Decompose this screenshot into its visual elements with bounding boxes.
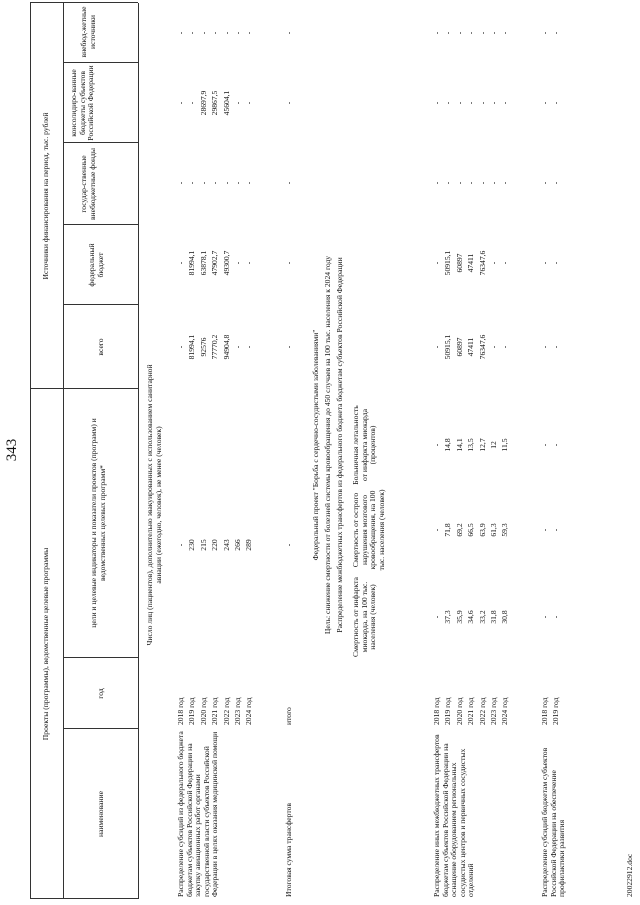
row-consolidated: 29867,5 bbox=[210, 90, 220, 116]
row-extrabudget: - bbox=[540, 31, 549, 35]
row-mi-mortality: 34,6 bbox=[466, 610, 476, 624]
row-consolidated: - bbox=[233, 101, 242, 105]
total-row-total: - bbox=[284, 345, 293, 349]
row-mi-mortality: 31,8 bbox=[489, 610, 498, 624]
section2-name: Распределение иных межбюджетных трансфертов бюджетам субъектов Российской Федерации на оснащение оборудованием региональных сосудистых центров и первичных сосудистых отделений bbox=[432, 734, 476, 897]
row-mi-mortality: - bbox=[551, 615, 561, 619]
row-year: 2023 год bbox=[233, 697, 242, 725]
row-consolidated: - bbox=[454, 101, 464, 105]
row-total: - bbox=[540, 345, 549, 349]
row-consolidated: - bbox=[187, 101, 197, 105]
header-consolidated: консолидиро-ванные бюджеты субъектов Российской Федерации bbox=[69, 65, 96, 141]
row-indicator: 266 bbox=[233, 539, 242, 551]
row-federal: - bbox=[244, 261, 254, 265]
row-state-funds: - bbox=[198, 181, 208, 185]
row-total: 60897 bbox=[454, 337, 464, 357]
indicator-col-hospital-lethality: Больничная летальность от инфаркта миокарда (процентов) bbox=[351, 405, 378, 485]
total-row-indicator: - bbox=[284, 543, 293, 547]
row-consolidated: - bbox=[477, 101, 487, 105]
row-total: - bbox=[233, 345, 242, 349]
row-year: 2019 год bbox=[187, 697, 197, 725]
col-divider-consolidated-extra bbox=[63, 62, 138, 63]
row-mi-mortality: - bbox=[432, 615, 441, 619]
row-hospital-lethality: 14,1 bbox=[454, 438, 464, 452]
row-total: 50915,1 bbox=[443, 334, 453, 360]
row-total: 47411 bbox=[466, 337, 476, 357]
row-extrabudget: - bbox=[500, 31, 510, 35]
row-extrabudget: - bbox=[187, 31, 197, 35]
header-bottom-border bbox=[138, 3, 139, 899]
row-hospital-lethality: 12,7 bbox=[477, 438, 487, 452]
row-extrabudget: - bbox=[244, 31, 254, 35]
row-federal: - bbox=[233, 261, 242, 265]
row-extrabudget: - bbox=[443, 31, 453, 35]
row-total: 76347,6 bbox=[477, 334, 487, 360]
footer-filename: 20022912.doc bbox=[625, 853, 634, 897]
row-consolidated: - bbox=[500, 101, 510, 105]
row-consolidated: - bbox=[489, 101, 498, 105]
row-mi-mortality: 33,2 bbox=[477, 610, 487, 624]
total-row-state: - bbox=[284, 181, 293, 185]
row-total: - bbox=[176, 345, 185, 349]
row-total: - bbox=[500, 345, 510, 349]
federal-project-goal: Цель: снижение смертности от болезней системы кровообращения до 450 случаев на 100 тыс. населения к 2024 году bbox=[323, 255, 332, 635]
row-hospital-lethality: - bbox=[551, 443, 561, 447]
row-federal: - bbox=[500, 261, 510, 265]
row-consolidated: 45604,1 bbox=[221, 90, 231, 116]
row-year: 2020 год bbox=[454, 697, 464, 725]
row-indicator: 215 bbox=[198, 539, 208, 551]
row-state-funds: - bbox=[443, 181, 453, 185]
total-row-extra: - bbox=[284, 31, 293, 35]
page-number: 343 bbox=[4, 438, 20, 462]
row-federal: 47411 bbox=[466, 253, 476, 273]
row-consolidated: - bbox=[176, 101, 185, 105]
row-consolidated: - bbox=[432, 101, 441, 105]
row-state-funds: - bbox=[244, 181, 254, 185]
row-state-funds: - bbox=[477, 181, 487, 185]
header-sub-border-right bbox=[63, 3, 64, 389]
row-year: 2023 год bbox=[489, 697, 498, 725]
row-mi-mortality: 35,9 bbox=[454, 610, 464, 624]
row-stroke-mortality: 66,5 bbox=[466, 523, 476, 537]
row-hospital-lethality: 11,5 bbox=[500, 438, 510, 452]
row-federal: - bbox=[176, 261, 185, 265]
row-federal: 60897 bbox=[454, 253, 464, 273]
row-state-funds: - bbox=[466, 181, 476, 185]
row-hospital-lethality: - bbox=[540, 443, 549, 447]
total-row-consolidated: - bbox=[284, 101, 293, 105]
row-extrabudget: - bbox=[477, 31, 487, 35]
row-extrabudget: - bbox=[432, 31, 441, 35]
row-year: 2019 год bbox=[551, 697, 561, 725]
row-federal: - bbox=[540, 261, 549, 265]
row-year: 2022 год bbox=[477, 697, 487, 725]
row-stroke-mortality: 71,8 bbox=[443, 523, 453, 537]
row-consolidated: - bbox=[244, 101, 254, 105]
row-federal: 47902,7 bbox=[210, 250, 220, 276]
row-total: - bbox=[551, 345, 561, 349]
row-federal: 81994,1 bbox=[187, 250, 197, 276]
row-stroke-mortality: 69,2 bbox=[454, 523, 464, 537]
header-federal: федеральный бюджет bbox=[87, 243, 105, 287]
row-stroke-mortality: - bbox=[432, 528, 441, 532]
header-state-funds: государ-ственные внебюджетные фонды bbox=[79, 147, 97, 221]
header-goals: цели и целевые индикаторы и показатели проектов (программ) и ведомственных целевых программ* bbox=[89, 418, 107, 628]
row-state-funds: - bbox=[233, 181, 242, 185]
row-year: 2021 год bbox=[466, 697, 476, 725]
section3-name: Распределение субсидий бюджетам субъектов Российской Федерации на обеспечение профилактики развития bbox=[540, 747, 567, 897]
row-federal: - bbox=[432, 261, 441, 265]
federal-project-title: Федеральный проект "Борьба с сердечно-сосудистыми заболеваниями" bbox=[311, 329, 320, 561]
row-year: 2019 год bbox=[443, 697, 453, 725]
row-stroke-mortality: - bbox=[540, 528, 549, 532]
row-indicator: 230 bbox=[187, 539, 197, 551]
header-extrabudget: внебюд-жетные источники bbox=[79, 6, 97, 58]
row-state-funds: - bbox=[500, 181, 510, 185]
row-federal: 50915,1 bbox=[443, 250, 453, 276]
row-state-funds: - bbox=[221, 181, 231, 185]
col-divider-state-consolidated bbox=[63, 142, 138, 143]
row-state-funds: - bbox=[540, 181, 549, 185]
indicator-col-mi-mortality: Смертность от инфаркта миокарда, на 100 тыс. населения (человек) bbox=[351, 577, 378, 657]
row-total: - bbox=[244, 345, 254, 349]
row-extrabudget: - bbox=[210, 31, 220, 35]
row-extrabudget: - bbox=[198, 31, 208, 35]
row-extrabudget: - bbox=[489, 31, 498, 35]
row-federal: - bbox=[551, 261, 561, 265]
col-divider-federal-state bbox=[63, 224, 138, 225]
row-extrabudget: - bbox=[221, 31, 231, 35]
total-row-federal: - bbox=[284, 261, 293, 265]
distribution-heading: Распределение межбюджетных трансфертов из федерального бюджета бюджетам субъектов Российской Федерации bbox=[335, 257, 344, 633]
row-consolidated: 28697,9 bbox=[198, 90, 208, 116]
row-total: - bbox=[432, 345, 441, 349]
header-year: год bbox=[96, 688, 105, 699]
row-stroke-mortality: - bbox=[551, 528, 561, 532]
row-state-funds: - bbox=[489, 181, 498, 185]
row-federal: 76347,6 bbox=[477, 250, 487, 276]
row-year: 2018 год bbox=[432, 697, 441, 725]
row-total: 81994,1 bbox=[187, 334, 197, 360]
row-year: 2020 год bbox=[198, 697, 208, 725]
row-year: 2024 год bbox=[244, 697, 254, 725]
row-federal: - bbox=[489, 261, 498, 265]
section1-name: Распределение субсидий из федерального бюджета бюджетам субъектов Российской Федерации на закупку авиационных работ органами государственной власти субъектов Российской Федерации в целях оказания медицинской помощи bbox=[176, 731, 220, 897]
row-indicator: 220 bbox=[210, 539, 220, 551]
table-top-border bbox=[30, 3, 31, 899]
row-extrabudget: - bbox=[454, 31, 464, 35]
row-hospital-lethality: - bbox=[432, 443, 441, 447]
row-indicator: - bbox=[176, 543, 185, 547]
row-consolidated: - bbox=[551, 101, 561, 105]
row-total: - bbox=[489, 345, 498, 349]
row-year: 2021 год bbox=[210, 697, 220, 725]
row-indicator: 243 bbox=[221, 539, 231, 551]
row-total: 92576 bbox=[198, 337, 208, 357]
row-extrabudget: - bbox=[551, 31, 561, 35]
row-mi-mortality: - bbox=[540, 615, 549, 619]
row-year: 2024 год bbox=[500, 697, 510, 725]
row-state-funds: - bbox=[210, 181, 220, 185]
total-row-name: Итоговая сумма трансфертов bbox=[284, 803, 293, 897]
row-year: 2018 год bbox=[176, 697, 185, 725]
indicator-heading-evacuation: Число лиц (пациентов), дополнительно эвакуированных с использованием санитарной авиации (ежегодно, человек), не менее (человек) bbox=[145, 364, 163, 646]
row-total: 77770,2 bbox=[210, 334, 220, 360]
row-year: 2018 год bbox=[540, 697, 549, 725]
row-stroke-mortality: 63,9 bbox=[477, 523, 487, 537]
header-sub-border-left bbox=[63, 389, 64, 899]
row-consolidated: - bbox=[443, 101, 453, 105]
header-total: всего bbox=[96, 338, 105, 356]
row-federal: 63878,1 bbox=[198, 250, 208, 276]
row-extrabudget: - bbox=[466, 31, 476, 35]
total-row-year: итого bbox=[284, 707, 293, 725]
row-state-funds: - bbox=[187, 181, 197, 185]
row-extrabudget: - bbox=[233, 31, 242, 35]
row-indicator: 289 bbox=[244, 539, 254, 551]
indicator-col-stroke-mortality: Смертность от острого нарушения мозгового кровообращения, на 100 тыс. населения (человек) bbox=[351, 489, 386, 571]
header-name: наименование bbox=[96, 791, 105, 837]
row-mi-mortality: 30,8 bbox=[500, 610, 510, 624]
row-year: 2022 год bbox=[221, 697, 231, 725]
row-state-funds: - bbox=[176, 181, 185, 185]
row-state-funds: - bbox=[454, 181, 464, 185]
row-hospital-lethality: 14,8 bbox=[443, 438, 453, 452]
row-total: 94904,8 bbox=[221, 334, 231, 360]
header-sources-group: Источники финансирования на период, тыс. рублей bbox=[41, 112, 50, 280]
row-federal: 49300,7 bbox=[221, 250, 231, 276]
row-hospital-lethality: 12 bbox=[489, 441, 498, 449]
header-projects-group: Проекты (программы), ведомственные целевые программы bbox=[41, 547, 50, 741]
row-consolidated: - bbox=[540, 101, 549, 105]
row-stroke-mortality: 61,3 bbox=[489, 523, 498, 537]
row-stroke-mortality: 59,3 bbox=[500, 523, 510, 537]
row-state-funds: - bbox=[551, 181, 561, 185]
row-hospital-lethality: 13,5 bbox=[466, 438, 476, 452]
row-consolidated: - bbox=[466, 101, 476, 105]
row-extrabudget: - bbox=[176, 31, 185, 35]
row-mi-mortality: 37,3 bbox=[443, 610, 453, 624]
row-state-funds: - bbox=[432, 181, 441, 185]
